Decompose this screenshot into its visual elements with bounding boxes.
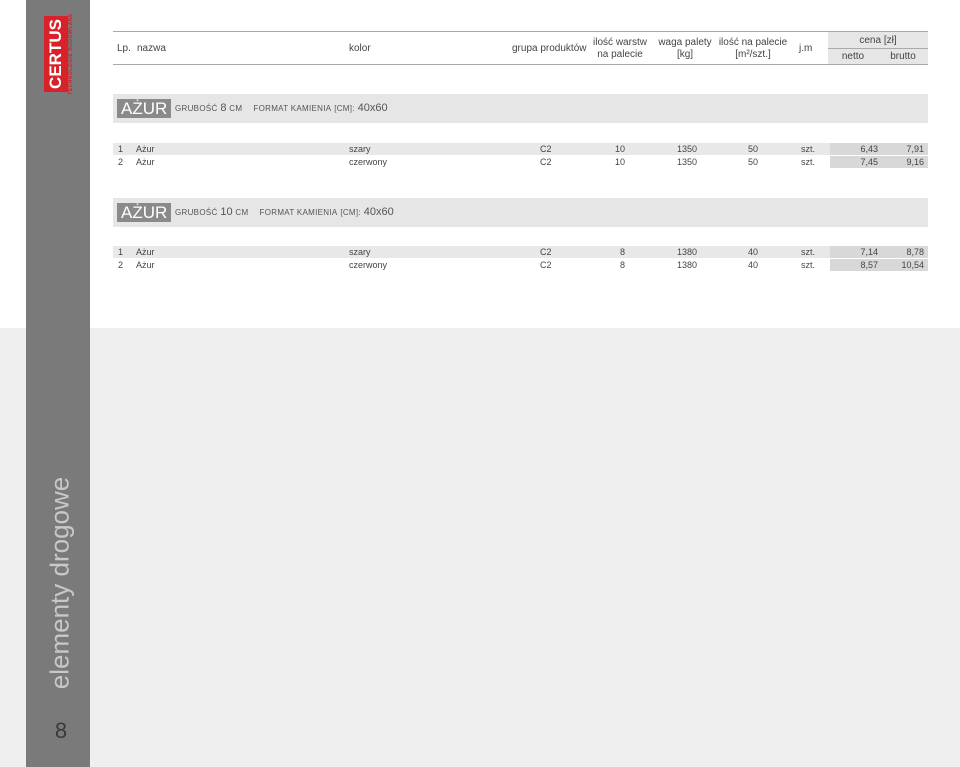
section-format-value: 40x60	[357, 102, 388, 114]
cell-warstw: 8	[619, 260, 625, 270]
section-title-bar	[113, 94, 928, 123]
cell-nazwa: Ażur	[136, 247, 155, 257]
cell-warstw: 10	[615, 144, 626, 154]
header-netto: netto	[841, 51, 865, 62]
cell-kolor: szary	[349, 144, 371, 154]
section-thickness-label: GRUBOŚĆ	[175, 208, 218, 217]
section-thickness-label: GRUBOŚĆ	[175, 104, 218, 113]
header-lp: Lp.	[117, 43, 131, 54]
cell-jm: szt.	[801, 144, 816, 154]
cell-kolor: szary	[349, 247, 371, 257]
logo-text: CERTUS	[46, 19, 65, 89]
cell-grupa: C2	[540, 247, 552, 257]
header-ilosc-2: [m²/szt.]	[735, 49, 771, 60]
cell-netto: 7,45	[860, 157, 878, 167]
cell-netto: 7,14	[860, 247, 878, 257]
section-format-unit: [CM]:	[340, 208, 361, 217]
logo-subtitle: TECHNOLOGIE BUDOWLANE	[68, 13, 74, 95]
header-waga-2: [kg]	[676, 49, 694, 60]
header-cena: cena [zł]	[859, 35, 897, 46]
table-row	[113, 246, 928, 258]
header-kolor: kolor	[349, 43, 371, 54]
cell-netto: 8,57	[860, 260, 878, 270]
cell-brutto: 7,91	[906, 144, 924, 154]
cell-grupa: C2	[540, 260, 552, 270]
cell-kolor: czerwony	[349, 260, 388, 270]
price-header-divider	[828, 48, 928, 49]
cell-ilosc: 40	[747, 247, 758, 257]
cell-lp: 2	[118, 260, 124, 270]
cell-ilosc: 50	[747, 157, 758, 167]
table-header	[113, 31, 928, 65]
section-format-value: 40x60	[363, 206, 394, 218]
header-warstw-1: ilość warstw	[593, 37, 647, 48]
side-title: elementy drogowe	[44, 476, 75, 690]
cell-kolor: czerwony	[349, 157, 388, 167]
section-format-unit: [CM]:	[334, 104, 355, 113]
section-name: AŻUR	[117, 99, 171, 118]
cell-waga: 1380	[676, 260, 697, 270]
section-thickness-unit: CM	[235, 208, 249, 217]
section-info	[175, 102, 388, 114]
cell-brutto: 8,78	[906, 247, 924, 257]
table-row	[113, 156, 928, 168]
cell-waga: 1350	[676, 144, 697, 154]
section-thickness-value: 10	[220, 206, 233, 218]
cell-warstw: 10	[615, 157, 626, 167]
page-number: 8	[54, 718, 68, 743]
header-brutto: brutto	[890, 51, 916, 62]
cell-nazwa: Ażur	[136, 260, 155, 270]
section-format-label: FORMAT KAMIENIA	[253, 104, 332, 113]
section-thickness-value: 8	[220, 102, 227, 114]
cell-netto: 6,43	[860, 144, 878, 154]
header-warstw-2: na palecie	[597, 49, 643, 60]
header-jm: j.m	[799, 43, 813, 54]
section-title-bar	[113, 198, 928, 227]
section-format-label: FORMAT KAMIENIA	[259, 208, 338, 217]
cell-jm: szt.	[801, 157, 816, 167]
table-row	[113, 259, 928, 271]
cell-ilosc: 50	[747, 144, 758, 154]
cell-lp: 2	[118, 157, 124, 167]
cell-ilosc: 40	[747, 260, 758, 270]
cell-warstw: 8	[619, 247, 625, 257]
section-thickness-unit: CM	[229, 104, 243, 113]
header-ilosc-1: ilość na palecie	[718, 37, 788, 48]
bottom-band	[0, 328, 960, 767]
cell-grupa: C2	[540, 157, 552, 167]
section-info	[175, 206, 394, 218]
cell-lp: 1	[118, 144, 124, 154]
certus-logo	[44, 16, 68, 92]
table-row	[113, 143, 928, 155]
cell-grupa: C2	[540, 144, 552, 154]
header-nazwa: nazwa	[137, 43, 166, 54]
cell-nazwa: Ażur	[136, 157, 155, 167]
section-name: AŻUR	[117, 203, 171, 222]
cell-waga: 1380	[676, 247, 697, 257]
header-grupa: grupa produktów	[512, 43, 587, 54]
cell-jm: szt.	[801, 260, 816, 270]
cell-nazwa: Ażur	[136, 144, 155, 154]
cell-brutto: 10,54	[901, 260, 924, 270]
cell-lp: 1	[118, 247, 124, 257]
cell-brutto: 9,16	[906, 157, 924, 167]
cell-waga: 1350	[676, 157, 697, 167]
cell-jm: szt.	[801, 247, 816, 257]
header-waga-1: waga palety	[658, 37, 712, 48]
